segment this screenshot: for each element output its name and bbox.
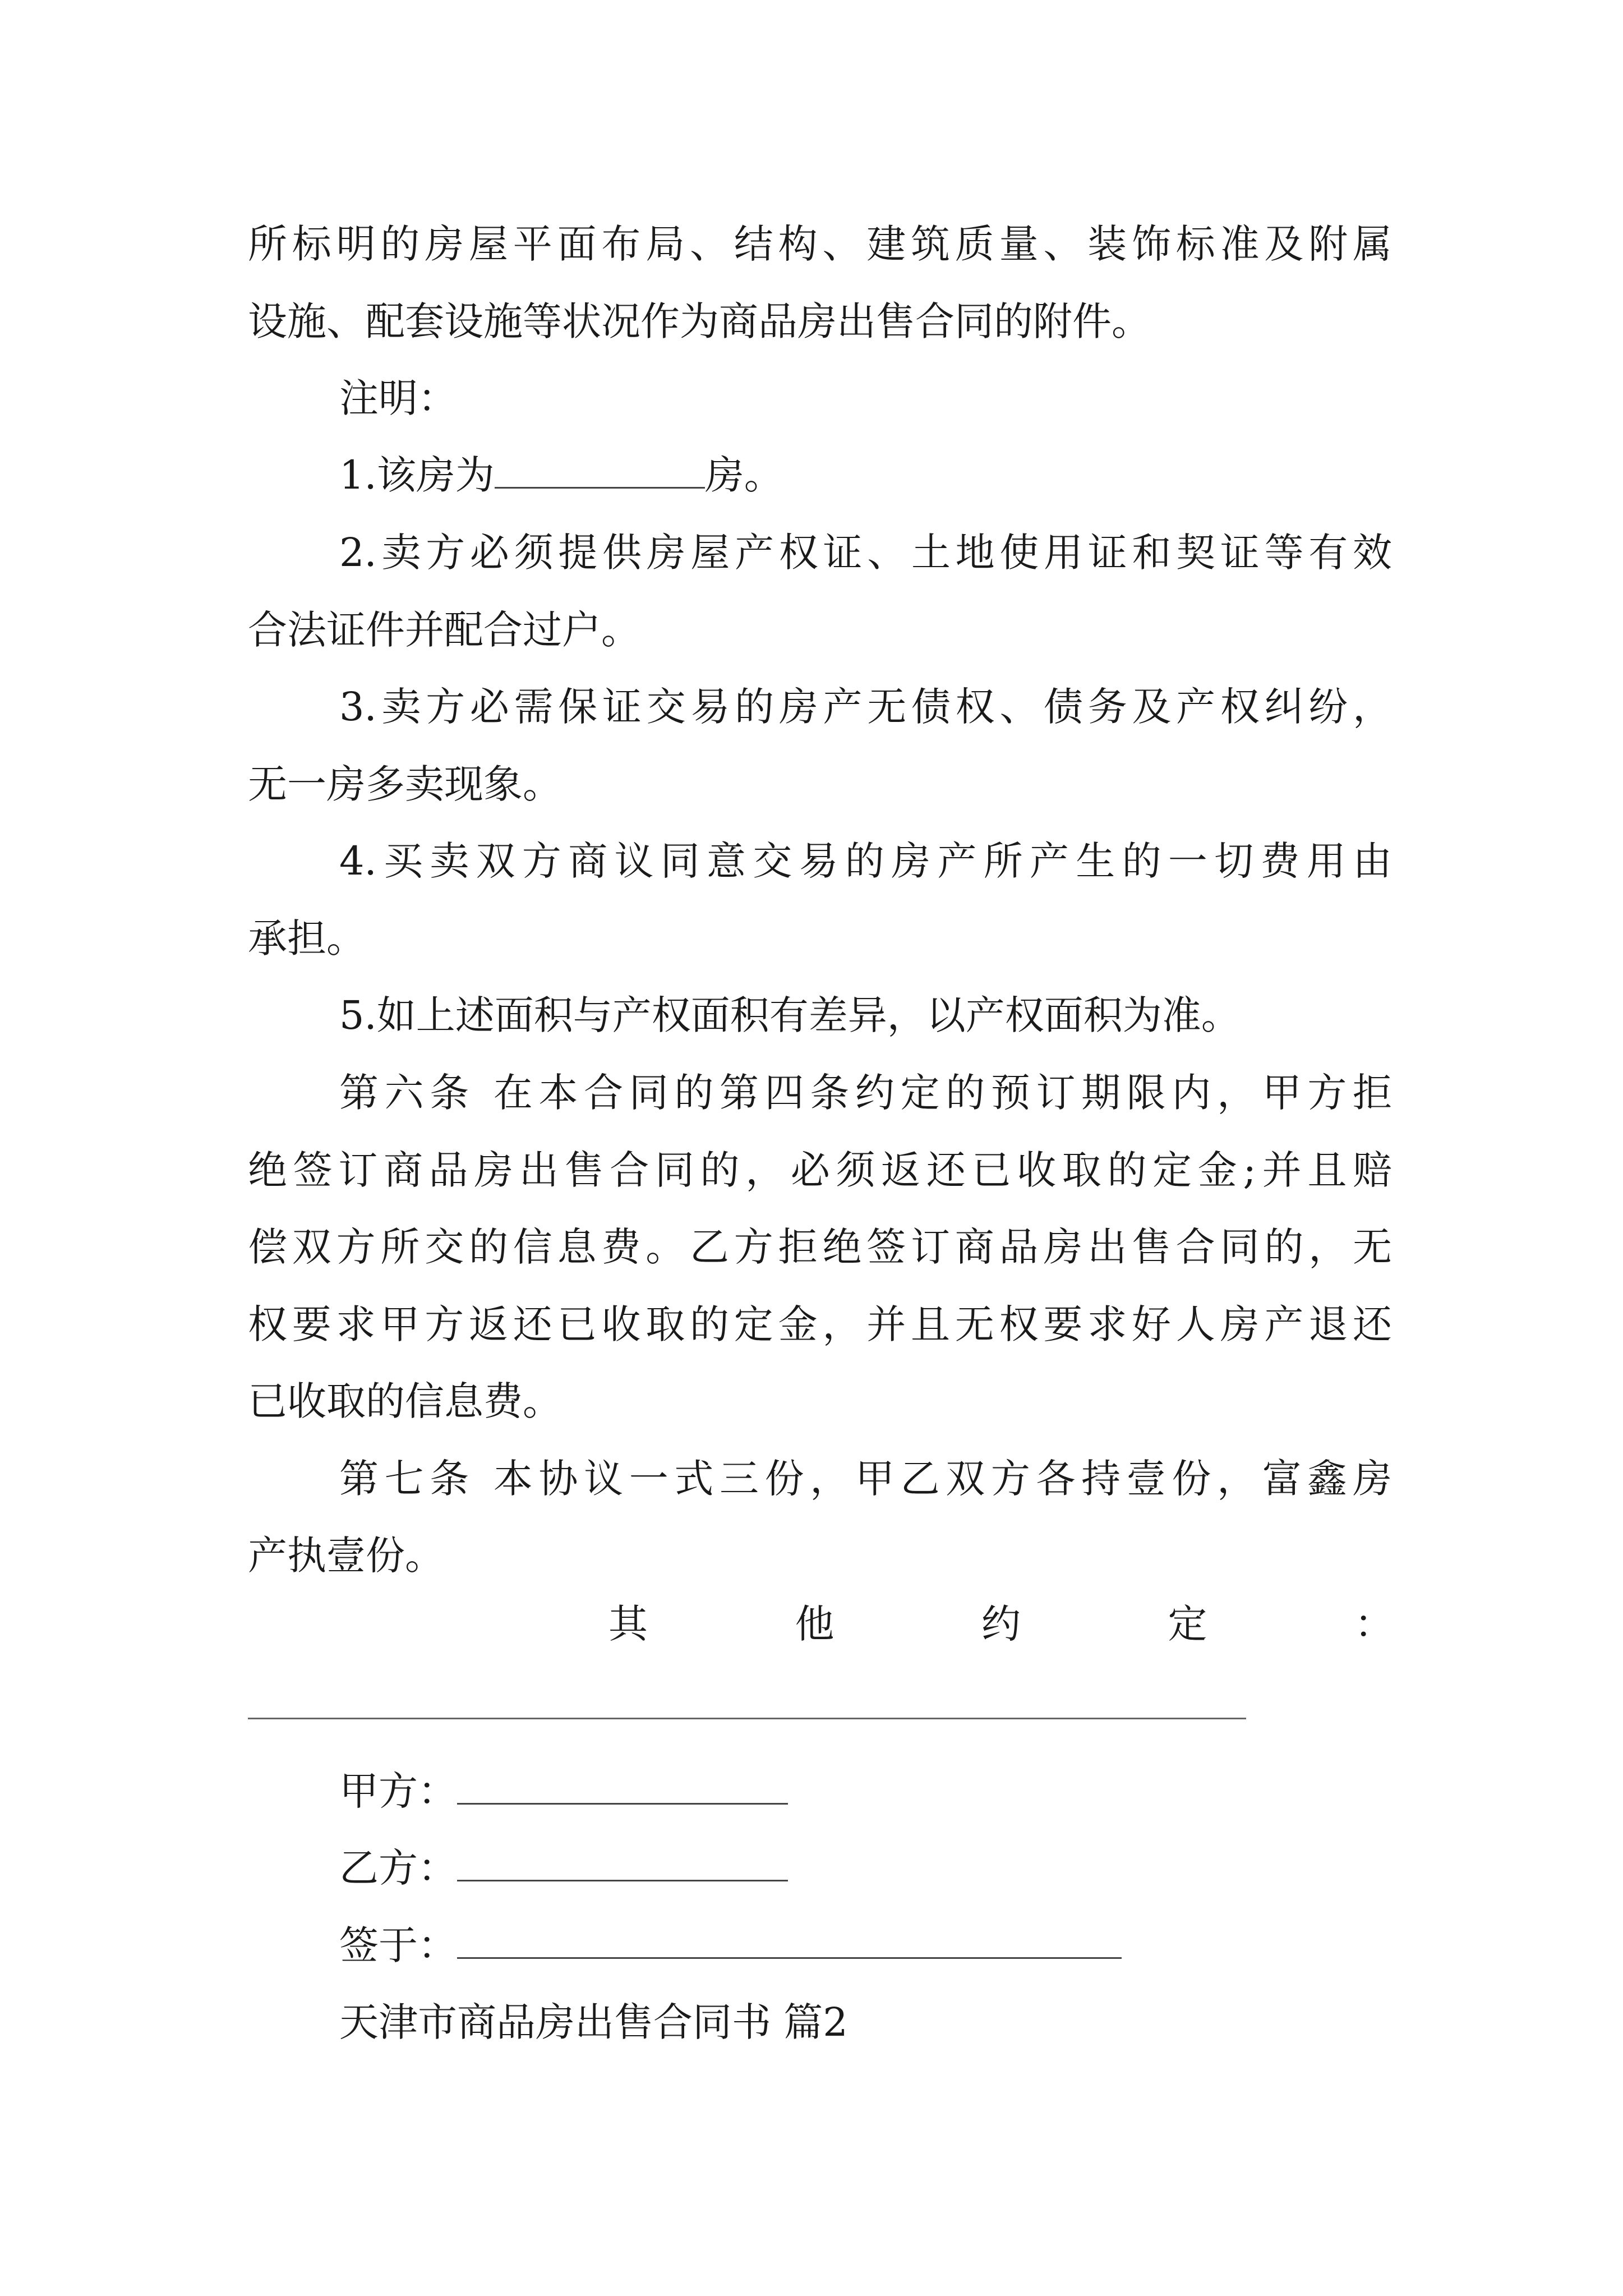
article-7-line-1: 第七条 本协议一式三份，甲乙双方各持壹份，富鑫房 xyxy=(339,1456,1392,1502)
article-6-line-2: 绝签订商品房出售合同的，必须返还已收取的定金;并且赔 xyxy=(248,1147,1392,1193)
house-type-blank[interactable] xyxy=(495,453,705,489)
note-item-2-cont: 合法证件并配合过户。 xyxy=(248,607,640,653)
note-item-5: 5.如上述面积与产权面积有差异，以产权面积为准。 xyxy=(339,992,1241,1038)
signed-at-blank[interactable] xyxy=(457,1924,1122,1959)
body-line-1: 所标明的房屋平面布局、结构、建筑质量、装饰标准及附属 xyxy=(248,221,1392,267)
note-item-4: 4.买卖双方商议同意交易的房产所产生的一切费用由 xyxy=(339,838,1392,884)
note-item-4-cont: 承担。 xyxy=(248,915,366,961)
party-b-label: 乙方： xyxy=(339,1845,457,1891)
other-agreement-blank[interactable] xyxy=(248,1718,1246,1719)
note-item-3: 3.卖方必需保证交易的房产无债权、债务及产权纠纷， xyxy=(339,684,1392,730)
party-a-blank[interactable] xyxy=(457,1769,788,1805)
article-7-line-2: 产执壹份。 xyxy=(248,1533,444,1579)
note-item-1 xyxy=(339,450,1392,500)
note-item-1-suffix: 房。 xyxy=(704,452,783,498)
signed-at-label: 签于： xyxy=(339,1922,457,1968)
party-a-label: 甲方： xyxy=(339,1768,457,1814)
body-line-2: 设施、配套设施等状况作为商品房出售合同的附件。 xyxy=(248,298,1151,344)
party-b-row xyxy=(339,1843,1392,1893)
note-item-3-cont: 无一房多卖现象。 xyxy=(248,761,562,807)
article-6-line-1: 第六条 在本合同的第四条约定的预订期限内，甲方拒 xyxy=(339,1070,1392,1116)
next-section-title: 天津市商品房出售合同书 篇2 xyxy=(339,1999,848,2045)
note-heading: 注明： xyxy=(339,375,457,421)
note-item-2: 2.卖方必须提供房屋产权证、土地使用证和契证等有效 xyxy=(339,530,1392,576)
other-agreement-heading: 其他约定： xyxy=(608,1601,1394,1647)
article-6-line-5: 已收取的信息费。 xyxy=(248,1378,562,1424)
signed-at-row xyxy=(339,1920,1392,1971)
article-6-line-3: 偿双方所交的信息费。乙方拒绝签订商品房出售合同的，无 xyxy=(248,1224,1392,1270)
note-item-1-prefix: 1.该房为 xyxy=(339,452,495,498)
party-a-row xyxy=(339,1766,1392,1816)
article-6-line-4: 权要求甲方返还已收取的定金，并且无权要求好人房产退还 xyxy=(248,1301,1392,1347)
party-b-blank[interactable] xyxy=(457,1846,788,1881)
